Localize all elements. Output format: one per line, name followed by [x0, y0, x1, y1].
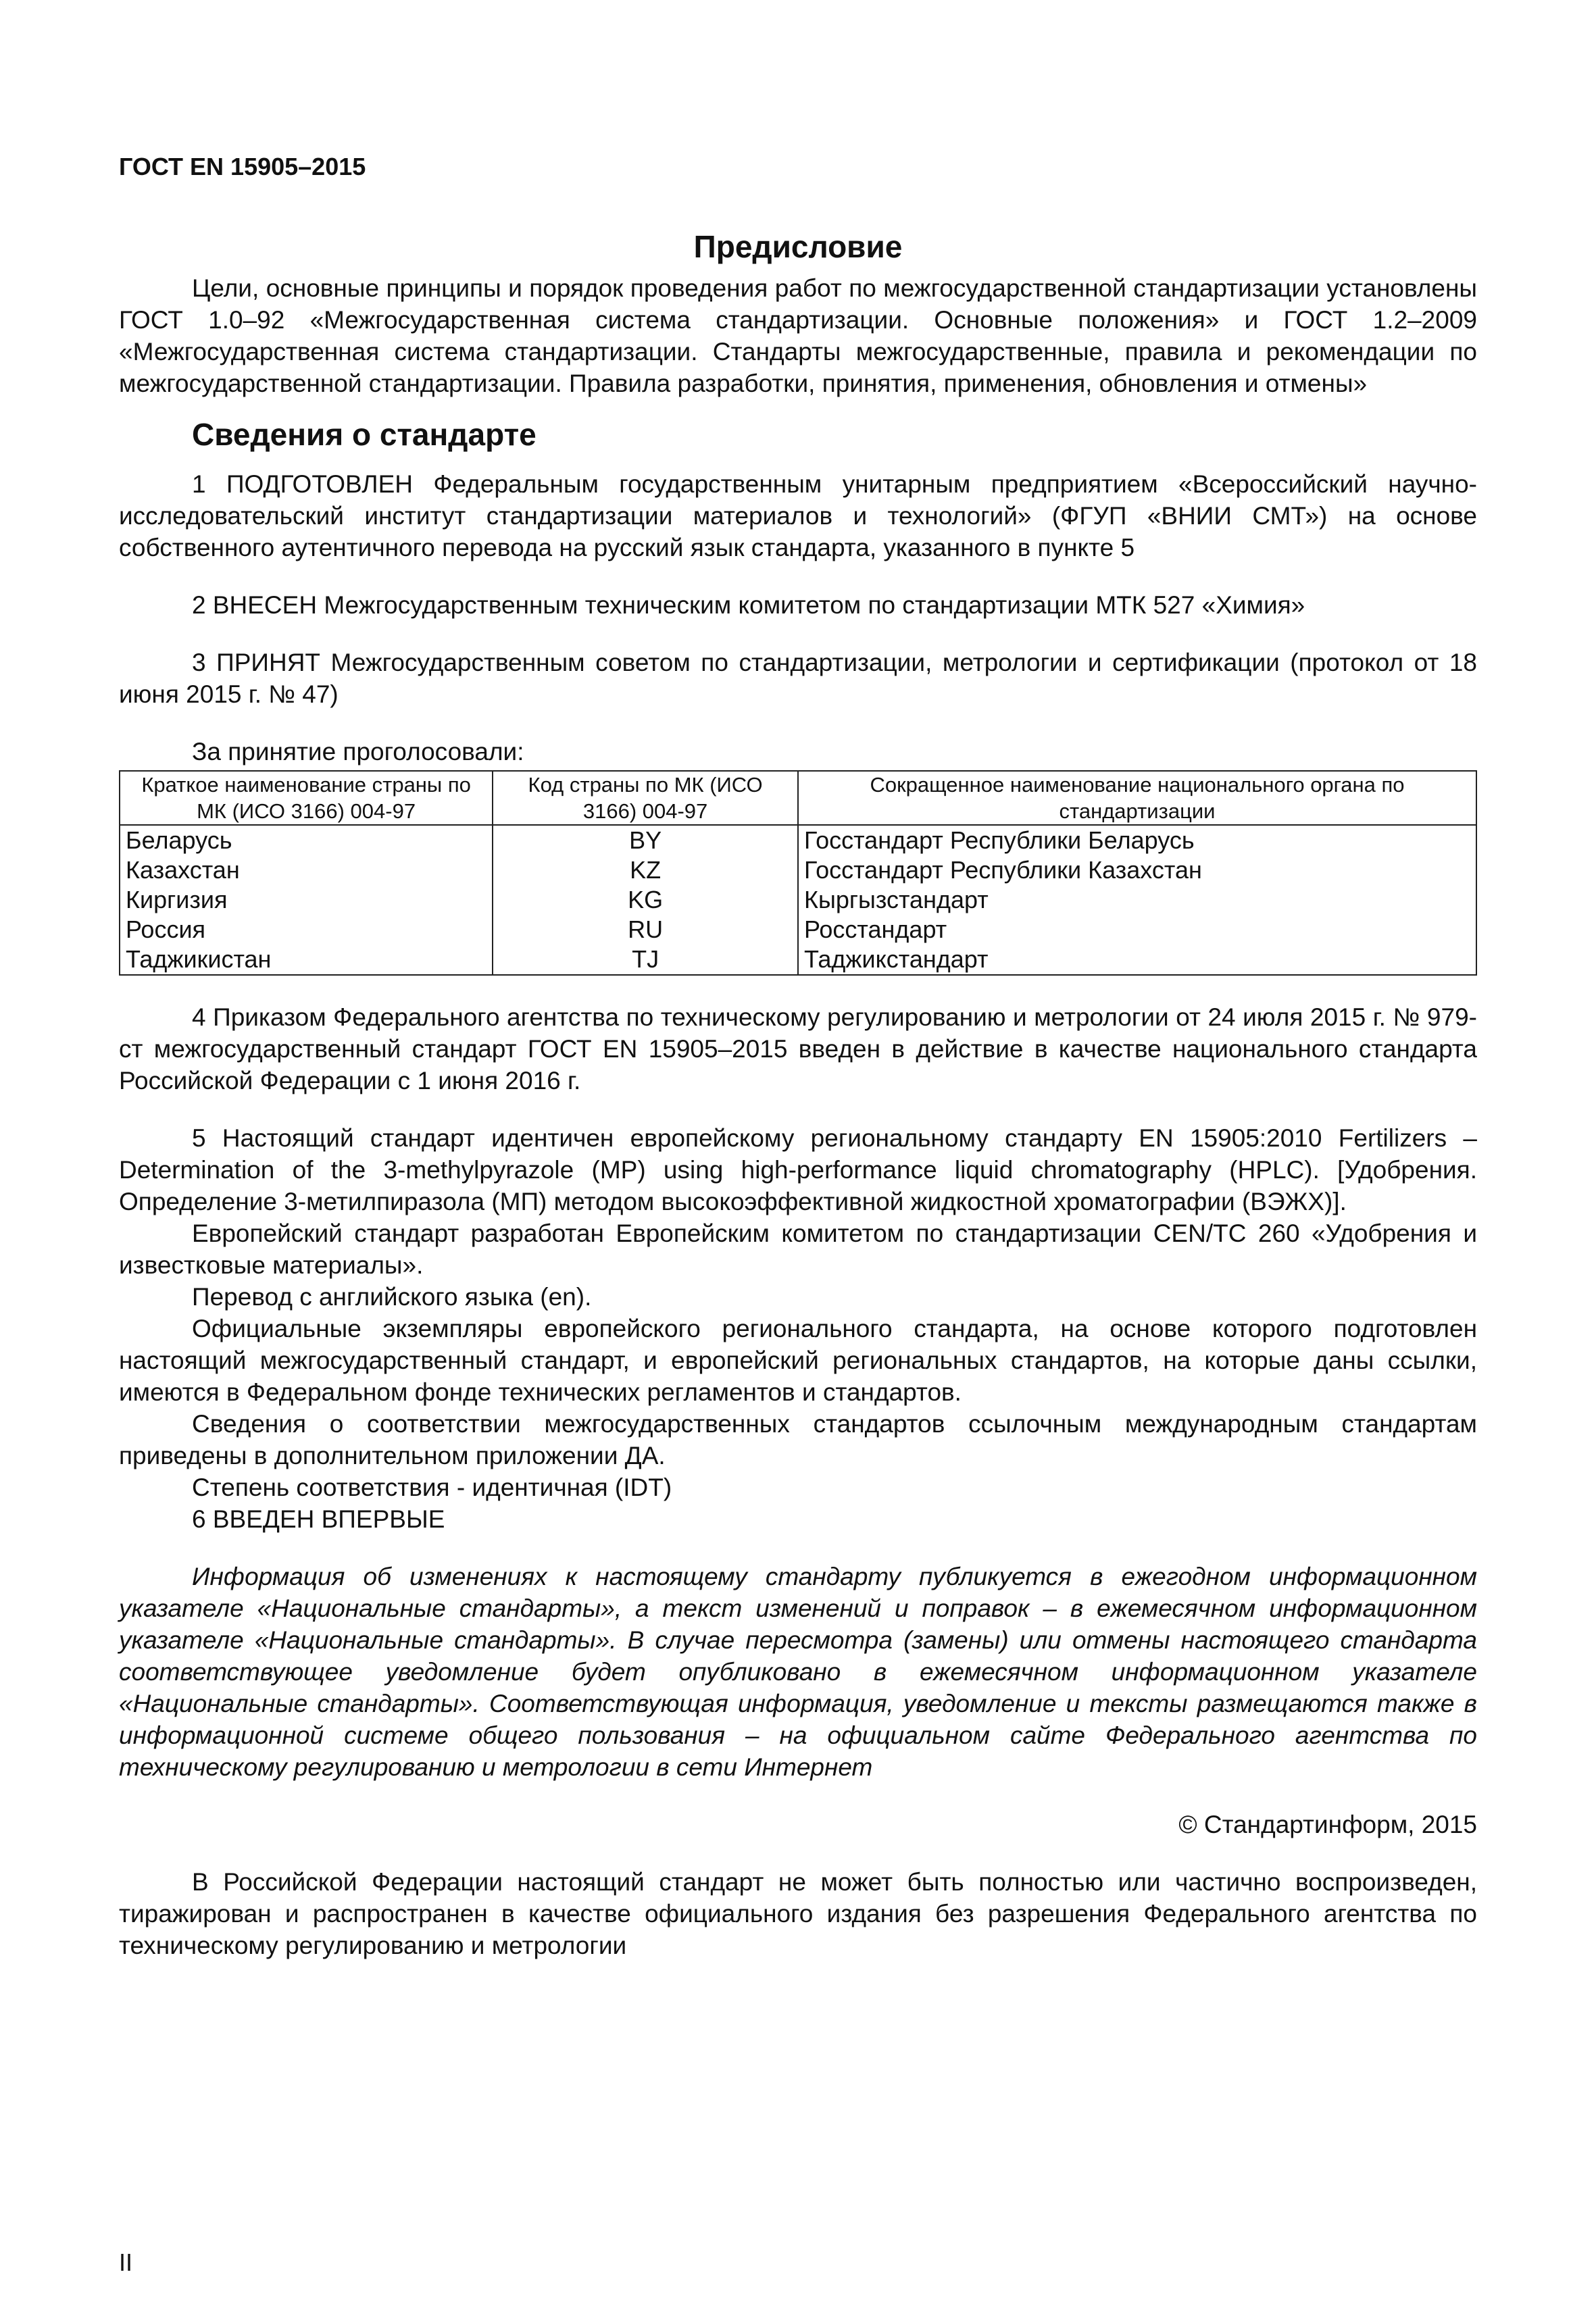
paragraph-enacted: 4 Приказом Федерального агентства по техническому регулированию и метрологии от 24 июля 2015 г. № 979-ст межгосударственный стандарт ГОСТ EN 15905–2015 введен в действие в качестве национального стандарта Российской Федерации с 1 июня 2016 г.	[119, 1003, 1477, 1095]
country-code: RU	[493, 915, 798, 945]
copyright-line: © Стандартинформ, 2015	[1178, 1811, 1477, 1838]
table-row	[120, 885, 1476, 915]
country-name: Киргизия	[120, 885, 493, 915]
paragraph-introduced: 2 ВНЕСЕН Межгосударственным техническим комитетом по стандартизации МТК 527 «Химия»	[192, 591, 1305, 619]
national-body: Росстандарт	[798, 915, 1476, 945]
country-code: TJ	[493, 945, 798, 975]
footer-paragraph: В Российской Федерации настоящий стандарт не может быть полностью или частично воспроизведен, тиражирован и распространен в качестве официального издания без разрешения Федерального агентства по техническому регулированию и метрологии	[119, 1868, 1477, 1959]
national-body: Госстандарт Республики Казахстан	[798, 855, 1476, 885]
header-country-name: Краткое наименование страны по МК (ИСО 3166) 004-97	[120, 771, 493, 825]
paragraph-prepared: 1 ПОДГОТОВЛЕН Федеральным государственным унитарным предприятием «Всероссийский научно-исследовательский институт стандартизации материалов и технологий» (ФГУП «ВНИИ СМТ») на основе собственного аутентичного перевода на русский язык стандарта, указанного в пункте 5	[119, 470, 1477, 561]
paragraph-degree: Степень соответствия - идентичная (IDT)	[192, 1474, 672, 1501]
table-row	[120, 945, 1476, 975]
document-code: ГОСТ EN 15905–2015	[119, 153, 366, 180]
notice-block	[119, 1561, 1477, 1783]
country-name: Россия	[120, 915, 493, 945]
paragraph-adopted: 3 ПРИНЯТ Межгосударственным советом по стандартизации, метрологии и сертификации (протокол от 18 июня 2015 г. № 47)	[119, 649, 1477, 708]
paragraph-first-introduced: 6 ВВЕДЕН ВПЕРВЫЕ	[192, 1505, 445, 1533]
notice-paragraph: Информация об изменениях к настоящему стандарту публикуется в ежегодном информационном указателе «Национальные стандарты», а текст изменений и поправок – в ежемесячном информационном указателе «Национальные стандарты». В случае пересмотра (замены) или отмены настоящего стандарта соответствующее уведомление будет опубликовано в ежемесячном информационном указателе «Национальные стандарты». Соответствующая информация, уведомление и тексты размещаются также в информационной системе общего пользования – на официальном сайте Федерального агентства по техническому регулированию и метрологии в сети Интернет	[119, 1563, 1477, 1781]
paragraph-european-committee: Европейский стандарт разработан Европейским комитетом по стандартизации CEN/TC 260 «Удобрения и известковые материалы».	[119, 1219, 1477, 1279]
national-body: Кыргызстандарт	[798, 885, 1476, 915]
header-country-code: Код страны по МК (ИСО 3166) 004-97	[493, 771, 798, 825]
standard-info-title: Сведения о стандарте	[192, 417, 537, 452]
national-body: Таджикстандарт	[798, 945, 1476, 975]
voting-table	[119, 770, 1477, 976]
country-code: KG	[493, 885, 798, 915]
country-code: KZ	[493, 855, 798, 885]
table-row	[120, 825, 1476, 855]
country-code: BY	[493, 825, 798, 855]
country-name: Беларусь	[120, 825, 493, 855]
table-header-row	[120, 771, 1476, 825]
paragraph-translation: Перевод с английского языка (en).	[192, 1283, 592, 1311]
country-name: Таджикистан	[120, 945, 493, 975]
page-content	[119, 226, 1477, 1961]
paragraph-correspondence: Сведения о соответствии межгосударственных стандартов ссылочным международным стандартам приведены в дополнительном приложении ДА.	[119, 1410, 1477, 1469]
paragraph-official-copies: Официальные экземпляры европейского регионального стандарта, на основе которого подготовлен настоящий межгосударственный стандарт, и европейский региональных стандартов, на которые даны ссылки, имеются в Федеральном фонде технических регламентов и стандартов.	[119, 1315, 1477, 1406]
table-row	[120, 855, 1476, 885]
foreword-paragraph: Цели, основные принципы и порядок проведения работ по межгосударственной стандартизации установлены ГОСТ 1.0–92 «Межгосударственная система стандартизации. Основные положения» и ГОСТ 1.2–2009 «Межгосударственная система стандартизации. Стандарты межгосударственные, правила и рекомендации по межгосударственной стандартизации. Правила разработки, принятия, применения, обновления и отмены»	[119, 274, 1477, 397]
paragraph-identical: 5 Настоящий стандарт идентичен европейскому региональному стандарту EN 15905:2010 Fertilizers – Determination of the 3-methylpyrazole (MP) using high-performance liquid chromatography (HPLC). [Удобрения. Определение 3-метилпиразола (МП) методом высокоэффективной жидкостной хроматографии (ВЭЖХ)].	[119, 1124, 1477, 1215]
table-row	[120, 915, 1476, 945]
header-national-body: Сокращенное наименование национального органа по стандартизации	[798, 771, 1476, 825]
country-name: Казахстан	[120, 855, 493, 885]
vote-caption: За принятие проголосовали:	[192, 738, 524, 765]
national-body: Госстандарт Республики Беларусь	[798, 825, 1476, 855]
foreword-title: Предисловие	[693, 229, 903, 264]
page-number: II	[119, 2248, 133, 2276]
